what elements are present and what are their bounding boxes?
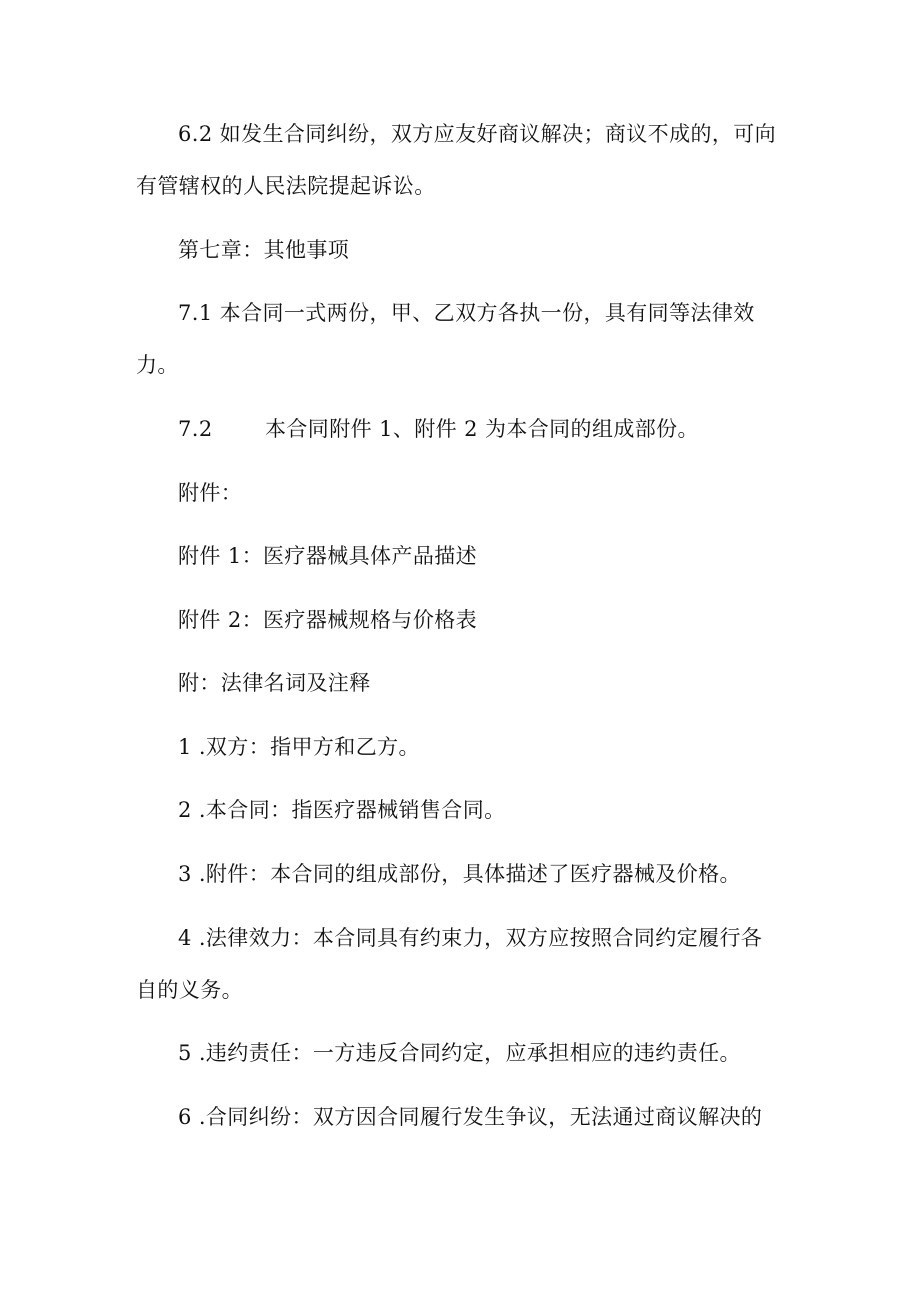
clause-7-1-line-1: 7.1 本合同一式两份，甲、乙双方各执一份，具有同等法律效 [178, 301, 755, 325]
glossary-item-2: 2 .本合同：指医疗器械销售合同。 [178, 798, 506, 822]
attachments-heading: 附件： [178, 481, 243, 505]
glossary-item-1: 1 .双方：指甲方和乙方。 [178, 735, 420, 759]
attachment-2: 附件 2：医疗器械规格与价格表 [178, 608, 478, 632]
glossary-item-4-line-1: 4 .法律效力：本合同具有约束力，双方应按照合同约定履行各 [178, 926, 763, 950]
clause-6-2-line-1: 6.2 如发生合同纠纷，双方应友好商议解决；商议不成的，可向 [178, 122, 777, 146]
glossary-item-4-line-2: 自的义务。 [136, 978, 243, 1002]
glossary-item-5: 5 .违约责任：一方违反合同约定，应承担相应的违约责任。 [178, 1041, 741, 1065]
clause-7-2-number: 7.2 [178, 417, 213, 441]
clause-7-1-line-2: 力。 [136, 353, 179, 377]
attachment-1: 附件 1：医疗器械具体产品描述 [178, 544, 478, 568]
glossary-item-6: 6 .合同纠纷：双方因合同履行发生争议，无法通过商议解决的 [178, 1105, 763, 1129]
chapter-7-heading: 第七章：其他事项 [178, 238, 350, 262]
clause-6-2-line-2: 有管辖权的人民法院提起诉讼。 [136, 174, 436, 198]
glossary-item-3: 3 .附件：本合同的组成部份，具体描述了医疗器械及价格。 [178, 862, 741, 886]
glossary-heading: 附：法律名词及注释 [178, 671, 371, 695]
clause-7-2-text: 本合同附件 1、附件 2 为本合同的组成部份。 [265, 417, 699, 441]
